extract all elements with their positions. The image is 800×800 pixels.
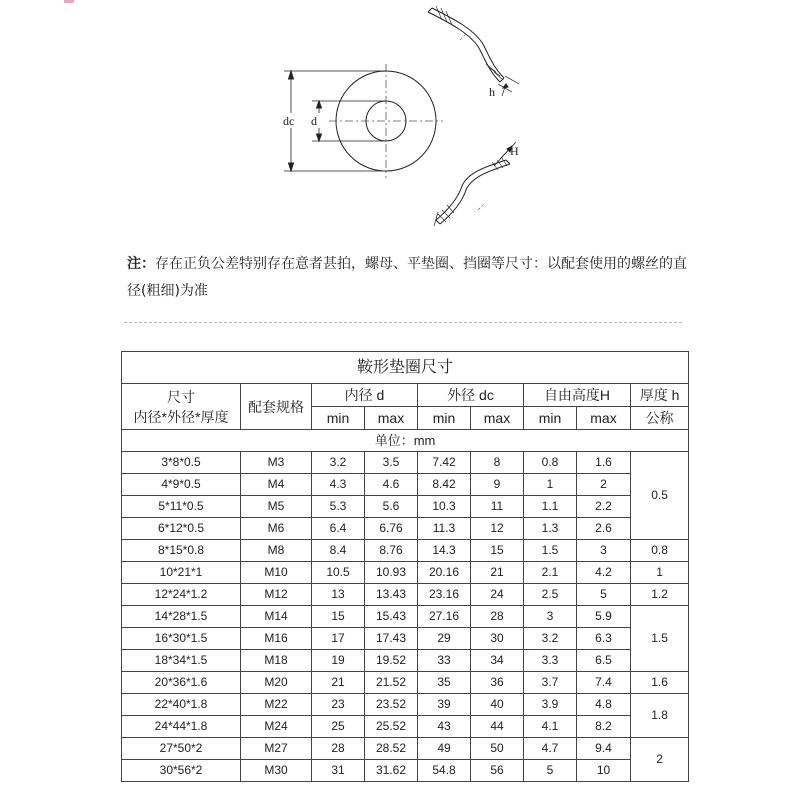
cell-dc-max: 44 bbox=[471, 716, 524, 738]
cell-size: 5*11*0.5 bbox=[122, 496, 241, 518]
cell-spec: M30 bbox=[241, 760, 312, 782]
cell-dc-max: 21 bbox=[471, 562, 524, 584]
cell-spec: M24 bbox=[241, 716, 312, 738]
cell-d-max: 10.93 bbox=[365, 562, 418, 584]
cell-dc-max: 50 bbox=[471, 738, 524, 760]
cell-dc-min: 35 bbox=[418, 672, 471, 694]
h-label: h bbox=[489, 85, 495, 99]
cell-H-min: 1.5 bbox=[524, 540, 577, 562]
cell-d-max: 25.52 bbox=[365, 716, 418, 738]
cell-H-min: 5 bbox=[524, 760, 577, 782]
cell-dc-max: 28 bbox=[471, 606, 524, 628]
table-row bbox=[122, 562, 689, 584]
cell-d-max: 6.76 bbox=[365, 518, 418, 540]
cell-H-max: 8.2 bbox=[577, 716, 631, 738]
cell-d-min: 17 bbox=[312, 628, 365, 650]
cell-H-min: 4.7 bbox=[524, 738, 577, 760]
cell-spec: M18 bbox=[241, 650, 312, 672]
table-row bbox=[122, 738, 689, 760]
cell-spec: M6 bbox=[241, 518, 312, 540]
cell-d-max: 8.76 bbox=[365, 540, 418, 562]
cell-H-min: 3.9 bbox=[524, 694, 577, 716]
table-row bbox=[122, 606, 689, 628]
cell-d-max: 17.43 bbox=[365, 628, 418, 650]
table-row bbox=[122, 540, 689, 562]
cell-d-max: 19.52 bbox=[365, 650, 418, 672]
note-text: 存在正负公差特别存在意者甚拍，螺母、平垫圈、挡圈等尺寸：以配套使用的螺丝的直径(粗细)为准 bbox=[127, 256, 687, 299]
cell-dc-max: 40 bbox=[471, 694, 524, 716]
table-row bbox=[122, 474, 689, 496]
cell-H-min: 1.3 bbox=[524, 518, 577, 540]
cell-d-min: 8.4 bbox=[312, 540, 365, 562]
header-inner-diameter: 内径 d bbox=[312, 384, 418, 407]
cell-dc-min: 10.3 bbox=[418, 496, 471, 518]
header-d-min: min bbox=[312, 407, 365, 430]
cell-d-max: 21.52 bbox=[365, 672, 418, 694]
cell-spec: M3 bbox=[241, 452, 312, 474]
cell-d-min: 28 bbox=[312, 738, 365, 760]
cell-spec: M10 bbox=[241, 562, 312, 584]
cell-H-max: 4.2 bbox=[577, 562, 631, 584]
washer-drawing bbox=[0, 0, 800, 240]
cell-dc-max: 34 bbox=[471, 650, 524, 672]
header-outer-diameter: 外径 dc bbox=[418, 384, 524, 407]
header-H-min: min bbox=[524, 407, 577, 430]
cell-dc-max: 56 bbox=[471, 760, 524, 782]
cell-dc-max: 9 bbox=[471, 474, 524, 496]
cell-dc-min: 49 bbox=[418, 738, 471, 760]
header-dc-min: min bbox=[418, 407, 471, 430]
table-title: 鞍形垫圈尺寸 bbox=[122, 352, 689, 384]
cell-H-max: 6.3 bbox=[577, 628, 631, 650]
cell-d-min: 15 bbox=[312, 606, 365, 628]
header-spec: 配套规格 bbox=[241, 384, 312, 430]
cell-d-min: 31 bbox=[312, 760, 365, 782]
cell-H-min: 3.2 bbox=[524, 628, 577, 650]
cell-dc-max: 12 bbox=[471, 518, 524, 540]
cell-H-max: 2.6 bbox=[577, 518, 631, 540]
cell-size: 27*50*2 bbox=[122, 738, 241, 760]
header-size-line2: 内径*外径*厚度 bbox=[133, 408, 229, 425]
table-row bbox=[122, 584, 689, 606]
cell-spec: M12 bbox=[241, 584, 312, 606]
table-row bbox=[122, 518, 689, 540]
cell-thickness: 2 bbox=[631, 738, 689, 782]
table-body bbox=[122, 452, 689, 782]
header-H-max: max bbox=[577, 407, 631, 430]
dc-label: dc bbox=[283, 114, 295, 128]
note-prefix: 注： bbox=[127, 256, 155, 272]
cell-dc-max: 15 bbox=[471, 540, 524, 562]
cell-dc-min: 33 bbox=[418, 650, 471, 672]
cell-thickness: 1.6 bbox=[631, 672, 689, 694]
cell-size: 12*24*1.2 bbox=[122, 584, 241, 606]
cell-H-max: 10 bbox=[577, 760, 631, 782]
table-row bbox=[122, 496, 689, 518]
cell-spec: M22 bbox=[241, 694, 312, 716]
cell-d-max: 4.6 bbox=[365, 474, 418, 496]
cell-spec: M14 bbox=[241, 606, 312, 628]
cell-d-max: 15.43 bbox=[365, 606, 418, 628]
cell-dc-min: 14.3 bbox=[418, 540, 471, 562]
cell-H-min: 3.7 bbox=[524, 672, 577, 694]
cell-H-min: 2.5 bbox=[524, 584, 577, 606]
cell-size: 22*40*1.8 bbox=[122, 694, 241, 716]
cell-H-min: 3 bbox=[524, 606, 577, 628]
cell-spec: M8 bbox=[241, 540, 312, 562]
cell-dc-max: 30 bbox=[471, 628, 524, 650]
cell-H-min: 4.1 bbox=[524, 716, 577, 738]
cell-d-min: 4.3 bbox=[312, 474, 365, 496]
table-row bbox=[122, 716, 689, 738]
cell-size: 30*56*2 bbox=[122, 760, 241, 782]
cell-d-min: 6.4 bbox=[312, 518, 365, 540]
cell-dc-min: 7.42 bbox=[418, 452, 471, 474]
cell-dc-max: 36 bbox=[471, 672, 524, 694]
cell-d-min: 3.2 bbox=[312, 452, 365, 474]
cell-dc-min: 54.8 bbox=[418, 760, 471, 782]
cell-H-max: 5 bbox=[577, 584, 631, 606]
cell-size: 14*28*1.5 bbox=[122, 606, 241, 628]
cell-size: 20*36*1.6 bbox=[122, 672, 241, 694]
cell-H-max: 7.4 bbox=[577, 672, 631, 694]
cell-spec: M20 bbox=[241, 672, 312, 694]
cell-dc-min: 43 bbox=[418, 716, 471, 738]
lower-side-view bbox=[434, 142, 516, 226]
unit-row: 单位：mm bbox=[122, 430, 689, 452]
cell-dc-min: 8.42 bbox=[418, 474, 471, 496]
dashed-separator bbox=[124, 322, 682, 323]
cell-size: 6*12*0.5 bbox=[122, 518, 241, 540]
cell-H-max: 5.9 bbox=[577, 606, 631, 628]
cell-thickness: 1.5 bbox=[631, 606, 689, 672]
table-row bbox=[122, 760, 689, 782]
cell-dc-min: 29 bbox=[418, 628, 471, 650]
header-thickness: 厚度 h bbox=[631, 384, 689, 407]
header-dc-max: max bbox=[471, 407, 524, 430]
cell-thickness: 1.2 bbox=[631, 584, 689, 606]
cell-thickness: 0.8 bbox=[631, 540, 689, 562]
cell-thickness: 0.5 bbox=[631, 452, 689, 540]
cell-dc-max: 11 bbox=[471, 496, 524, 518]
cell-size: 18*34*1.5 bbox=[122, 650, 241, 672]
table-row bbox=[122, 694, 689, 716]
note-paragraph bbox=[127, 251, 687, 305]
cell-dc-min: 11.3 bbox=[418, 518, 471, 540]
header-d-max: max bbox=[365, 407, 418, 430]
cell-dc-min: 39 bbox=[418, 694, 471, 716]
header-h-nominal: 公称 bbox=[631, 407, 689, 430]
front-view bbox=[284, 64, 443, 178]
cell-dc-min: 23.16 bbox=[418, 584, 471, 606]
cell-size: 8*15*0.8 bbox=[122, 540, 241, 562]
cell-d-max: 31.62 bbox=[365, 760, 418, 782]
cell-d-max: 23.52 bbox=[365, 694, 418, 716]
cell-dc-max: 8 bbox=[471, 452, 524, 474]
cell-H-max: 9.4 bbox=[577, 738, 631, 760]
cell-d-min: 25 bbox=[312, 716, 365, 738]
cell-d-min: 21 bbox=[312, 672, 365, 694]
cell-d-min: 19 bbox=[312, 650, 365, 672]
cell-spec: M27 bbox=[241, 738, 312, 760]
cell-H-max: 4.8 bbox=[577, 694, 631, 716]
cell-thickness: 1 bbox=[631, 562, 689, 584]
cell-size: 4*9*0.5 bbox=[122, 474, 241, 496]
saddle-washer-size-table bbox=[121, 351, 689, 782]
header-size bbox=[122, 384, 241, 430]
cell-H-max: 1.6 bbox=[577, 452, 631, 474]
cell-d-max: 3.5 bbox=[365, 452, 418, 474]
cell-H-min: 1.1 bbox=[524, 496, 577, 518]
cell-d-max: 28.52 bbox=[365, 738, 418, 760]
cell-d-min: 10.5 bbox=[312, 562, 365, 584]
cell-dc-min: 20.16 bbox=[418, 562, 471, 584]
cell-dc-max: 24 bbox=[471, 584, 524, 606]
cell-H-min: 0.8 bbox=[524, 452, 577, 474]
cell-H-min: 3.3 bbox=[524, 650, 577, 672]
upper-side-view bbox=[428, 6, 519, 96]
table-row bbox=[122, 650, 689, 672]
cell-H-max: 2.2 bbox=[577, 496, 631, 518]
header-free-height: 自由高度H bbox=[524, 384, 631, 407]
cell-spec: M16 bbox=[241, 628, 312, 650]
cell-size: 24*44*1.8 bbox=[122, 716, 241, 738]
cell-size: 10*21*1 bbox=[122, 562, 241, 584]
cell-size: 16*30*1.5 bbox=[122, 628, 241, 650]
cell-H-max: 3 bbox=[577, 540, 631, 562]
cell-H-max: 2 bbox=[577, 474, 631, 496]
cell-d-max: 13.43 bbox=[365, 584, 418, 606]
cell-d-min: 13 bbox=[312, 584, 365, 606]
cell-H-min: 1 bbox=[524, 474, 577, 496]
cell-size: 3*8*0.5 bbox=[122, 452, 241, 474]
H-label: H bbox=[510, 144, 519, 158]
cell-H-max: 6.5 bbox=[577, 650, 631, 672]
table-row bbox=[122, 628, 689, 650]
cell-spec: M4 bbox=[241, 474, 312, 496]
cell-dc-min: 27.16 bbox=[418, 606, 471, 628]
cell-spec: M5 bbox=[241, 496, 312, 518]
cell-d-max: 5.6 bbox=[365, 496, 418, 518]
table-row bbox=[122, 452, 689, 474]
cell-thickness: 1.8 bbox=[631, 694, 689, 738]
table-row bbox=[122, 672, 689, 694]
header-size-line1: 尺寸 bbox=[167, 388, 195, 405]
d-label: d bbox=[311, 114, 317, 128]
cell-d-min: 5.3 bbox=[312, 496, 365, 518]
cell-d-min: 23 bbox=[312, 694, 365, 716]
cell-H-min: 2.1 bbox=[524, 562, 577, 584]
